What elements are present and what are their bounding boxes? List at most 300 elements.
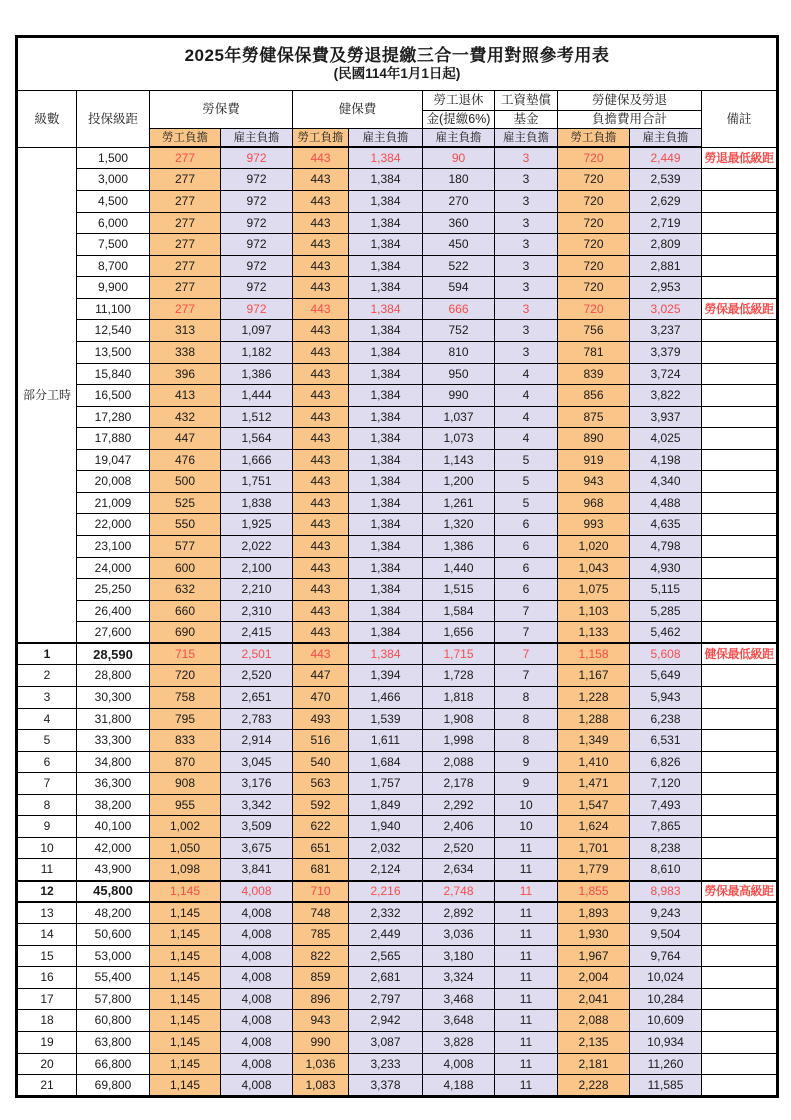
wage-fund-employer-cell: 3 [495, 212, 558, 234]
total-employer-cell: 2,953 [630, 277, 702, 299]
bracket-cell: 48,200 [77, 902, 150, 924]
pension-employer-cell: 522 [423, 255, 495, 277]
total-employee-cell: 919 [558, 449, 630, 471]
bracket-cell: 53,000 [77, 945, 150, 967]
health-fee-employer-cell: 1,384 [349, 169, 423, 191]
pension-employer-cell: 810 [423, 341, 495, 363]
labor-fee-employee-cell: 1,145 [150, 967, 221, 989]
bracket-cell: 57,800 [77, 988, 150, 1010]
note-cell [702, 255, 778, 277]
bracket-cell: 17,280 [77, 406, 150, 428]
level-cell: 9 [17, 816, 77, 838]
labor-fee-employee-cell: 632 [150, 579, 221, 601]
total-employer-cell: 4,930 [630, 557, 702, 579]
bracket-cell: 36,300 [77, 773, 150, 795]
pension-employer-cell: 1,037 [423, 406, 495, 428]
level-cell: 15 [17, 945, 77, 967]
pension-employer-cell: 2,892 [423, 902, 495, 924]
labor-fee-employer-cell: 4,008 [221, 924, 293, 946]
labor-fee-employer-cell: 972 [221, 212, 293, 234]
labor-fee-employee-cell: 1,098 [150, 859, 221, 881]
labor-fee-employee-cell: 690 [150, 622, 221, 644]
total-employer-cell: 5,943 [630, 686, 702, 708]
wage-fund-employer-cell: 7 [495, 622, 558, 644]
table-row [17, 816, 778, 838]
labor-fee-employer-cell: 4,008 [221, 881, 293, 903]
total-employer-cell: 9,243 [630, 902, 702, 924]
health-fee-employee-cell: 443 [293, 363, 349, 385]
level-cell: 5 [17, 730, 77, 752]
table-row [17, 945, 778, 967]
labor-fee-employer-cell: 972 [221, 234, 293, 256]
wage-fund-employer-cell: 3 [495, 234, 558, 256]
labor-fee-employer-cell: 2,022 [221, 536, 293, 558]
health-fee-employee-cell: 493 [293, 708, 349, 730]
health-fee-employee-cell: 443 [293, 169, 349, 191]
note-cell [702, 600, 778, 622]
health-fee-employer-cell: 1,384 [349, 147, 423, 169]
labor-fee-employer-cell: 972 [221, 191, 293, 213]
total-employer-cell: 7,865 [630, 816, 702, 838]
note-cell [702, 406, 778, 428]
level-cell: 18 [17, 1010, 77, 1032]
note-cell [702, 708, 778, 730]
header-wage-fund-line2: 基金 [495, 110, 558, 128]
pension-employer-cell: 1,584 [423, 600, 495, 622]
total-employer-cell: 5,462 [630, 622, 702, 644]
total-employee-cell: 1,133 [558, 622, 630, 644]
labor-fee-employee-cell: 1,145 [150, 881, 221, 903]
total-employee-cell: 720 [558, 277, 630, 299]
labor-fee-employee-cell: 955 [150, 794, 221, 816]
pension-employer-cell: 1,656 [423, 622, 495, 644]
total-employee-cell: 1,288 [558, 708, 630, 730]
labor-fee-employee-cell: 476 [150, 449, 221, 471]
total-employee-cell: 1,701 [558, 837, 630, 859]
total-employee-cell: 1,075 [558, 579, 630, 601]
wage-fund-employer-cell: 6 [495, 579, 558, 601]
pension-employer-cell: 1,998 [423, 730, 495, 752]
pension-employer-cell: 360 [423, 212, 495, 234]
pension-employer-cell: 4,008 [423, 1053, 495, 1075]
total-employer-cell: 5,285 [630, 600, 702, 622]
health-fee-employer-cell: 1,684 [349, 751, 423, 773]
bracket-cell: 28,590 [77, 643, 150, 665]
header-total-employer: 雇主負擔 [630, 129, 702, 147]
total-employee-cell: 2,088 [558, 1010, 630, 1032]
health-fee-employer-cell: 2,565 [349, 945, 423, 967]
wage-fund-employer-cell: 10 [495, 794, 558, 816]
total-employer-cell: 8,238 [630, 837, 702, 859]
note-cell [702, 449, 778, 471]
total-employee-cell: 1,471 [558, 773, 630, 795]
labor-fee-employer-cell: 1,097 [221, 320, 293, 342]
table-row [17, 363, 778, 385]
wage-fund-employer-cell: 11 [495, 967, 558, 989]
bracket-cell: 24,000 [77, 557, 150, 579]
total-employee-cell: 1,043 [558, 557, 630, 579]
health-fee-employee-cell: 896 [293, 988, 349, 1010]
pension-employer-cell: 594 [423, 277, 495, 299]
note-cell [702, 212, 778, 234]
pension-employer-cell: 2,292 [423, 794, 495, 816]
labor-fee-employer-cell: 4,008 [221, 1075, 293, 1097]
header-bracket: 投保級距 [77, 91, 150, 147]
labor-fee-employer-cell: 1,386 [221, 363, 293, 385]
labor-fee-employer-cell: 1,666 [221, 449, 293, 471]
health-fee-employee-cell: 443 [293, 492, 349, 514]
total-employee-cell: 993 [558, 514, 630, 536]
total-employee-cell: 720 [558, 191, 630, 213]
table-row [17, 730, 778, 752]
health-fee-employee-cell: 516 [293, 730, 349, 752]
note-cell [702, 492, 778, 514]
labor-fee-employer-cell: 972 [221, 255, 293, 277]
total-employee-cell: 1,967 [558, 945, 630, 967]
header-health-employee: 勞工負擔 [293, 129, 349, 147]
wage-fund-employer-cell: 6 [495, 557, 558, 579]
bracket-cell: 27,600 [77, 622, 150, 644]
labor-fee-employer-cell: 972 [221, 298, 293, 320]
total-employee-cell: 781 [558, 341, 630, 363]
table-row [17, 600, 778, 622]
note-cell [702, 320, 778, 342]
wage-fund-employer-cell: 5 [495, 449, 558, 471]
health-fee-employer-cell: 1,384 [349, 492, 423, 514]
health-fee-employee-cell: 443 [293, 320, 349, 342]
labor-fee-employee-cell: 432 [150, 406, 221, 428]
bracket-cell: 60,800 [77, 1010, 150, 1032]
labor-fee-employee-cell: 277 [150, 169, 221, 191]
bracket-cell: 19,047 [77, 449, 150, 471]
table-row [17, 191, 778, 213]
health-fee-employee-cell: 443 [293, 471, 349, 493]
labor-fee-employer-cell: 3,176 [221, 773, 293, 795]
health-fee-employer-cell: 1,849 [349, 794, 423, 816]
table-row [17, 751, 778, 773]
level-cell: 3 [17, 686, 77, 708]
wage-fund-employer-cell: 11 [495, 1031, 558, 1053]
health-fee-employer-cell: 1,757 [349, 773, 423, 795]
total-employee-cell: 2,041 [558, 988, 630, 1010]
total-employee-cell: 720 [558, 298, 630, 320]
table-row [17, 449, 778, 471]
wage-fund-employer-cell: 9 [495, 773, 558, 795]
total-employee-cell: 856 [558, 385, 630, 407]
table-row [17, 881, 778, 903]
health-fee-employer-cell: 1,384 [349, 320, 423, 342]
wage-fund-employer-cell: 7 [495, 665, 558, 687]
total-employee-cell: 890 [558, 428, 630, 450]
total-employer-cell: 9,764 [630, 945, 702, 967]
health-fee-employee-cell: 470 [293, 686, 349, 708]
health-fee-employer-cell: 1,384 [349, 212, 423, 234]
wage-fund-employer-cell: 3 [495, 277, 558, 299]
total-employer-cell: 8,983 [630, 881, 702, 903]
labor-fee-employee-cell: 577 [150, 536, 221, 558]
total-employer-cell: 6,826 [630, 751, 702, 773]
health-fee-employee-cell: 443 [293, 234, 349, 256]
total-employer-cell: 5,649 [630, 665, 702, 687]
total-employee-cell: 943 [558, 471, 630, 493]
note-cell: 勞退最低級距 [702, 147, 778, 169]
table-row [17, 298, 778, 320]
health-fee-employee-cell: 990 [293, 1031, 349, 1053]
level-cell: 21 [17, 1075, 77, 1097]
health-fee-employee-cell: 563 [293, 773, 349, 795]
bracket-cell: 55,400 [77, 967, 150, 989]
total-employer-cell: 4,025 [630, 428, 702, 450]
note-cell [702, 622, 778, 644]
health-fee-employee-cell: 540 [293, 751, 349, 773]
table-row [17, 967, 778, 989]
level-cell: 1 [17, 643, 77, 665]
table-row [17, 255, 778, 277]
level-cell: 16 [17, 967, 77, 989]
labor-fee-employee-cell: 720 [150, 665, 221, 687]
note-cell [702, 665, 778, 687]
total-employer-cell: 3,937 [630, 406, 702, 428]
header-labor-employee: 勞工負擔 [150, 129, 221, 147]
pension-employer-cell: 3,468 [423, 988, 495, 1010]
total-employer-cell: 10,609 [630, 1010, 702, 1032]
total-employer-cell: 6,238 [630, 708, 702, 730]
bracket-cell: 31,800 [77, 708, 150, 730]
bracket-cell: 26,400 [77, 600, 150, 622]
table-row [17, 686, 778, 708]
page-subtitle: (民國114年1月1日起) [333, 66, 461, 82]
pension-employer-cell: 1,386 [423, 536, 495, 558]
labor-fee-employer-cell: 1,925 [221, 514, 293, 536]
bracket-cell: 16,500 [77, 385, 150, 407]
total-employer-cell: 3,237 [630, 320, 702, 342]
health-fee-employer-cell: 1,940 [349, 816, 423, 838]
labor-fee-employee-cell: 396 [150, 363, 221, 385]
pension-employer-cell: 180 [423, 169, 495, 191]
wage-fund-employer-cell: 3 [495, 169, 558, 191]
wage-fund-employer-cell: 4 [495, 363, 558, 385]
health-fee-employer-cell: 2,449 [349, 924, 423, 946]
table-row [17, 428, 778, 450]
table-row [17, 773, 778, 795]
wage-fund-employer-cell: 3 [495, 320, 558, 342]
note-cell [702, 859, 778, 881]
total-employer-cell: 11,585 [630, 1075, 702, 1097]
health-fee-employer-cell: 1,611 [349, 730, 423, 752]
total-employer-cell: 4,198 [630, 449, 702, 471]
labor-fee-employer-cell: 1,444 [221, 385, 293, 407]
labor-fee-employer-cell: 2,651 [221, 686, 293, 708]
total-employer-cell: 2,809 [630, 234, 702, 256]
pension-employer-cell: 2,088 [423, 751, 495, 773]
level-cell: 10 [17, 837, 77, 859]
wage-fund-employer-cell: 9 [495, 751, 558, 773]
total-employee-cell: 2,228 [558, 1075, 630, 1097]
table-row [17, 902, 778, 924]
total-employer-cell: 10,024 [630, 967, 702, 989]
level-cell: 17 [17, 988, 77, 1010]
health-fee-employer-cell: 2,032 [349, 837, 423, 859]
health-fee-employee-cell: 443 [293, 449, 349, 471]
level-cell: 14 [17, 924, 77, 946]
note-cell [702, 557, 778, 579]
pension-employer-cell: 1,908 [423, 708, 495, 730]
labor-fee-employee-cell: 277 [150, 147, 221, 169]
pension-employer-cell: 1,261 [423, 492, 495, 514]
health-fee-employer-cell: 1,384 [349, 255, 423, 277]
labor-fee-employer-cell: 2,520 [221, 665, 293, 687]
total-employee-cell: 720 [558, 255, 630, 277]
table-row [17, 1075, 778, 1097]
labor-fee-employee-cell: 1,050 [150, 837, 221, 859]
health-fee-employee-cell: 443 [293, 406, 349, 428]
labor-fee-employer-cell: 2,100 [221, 557, 293, 579]
bracket-cell: 7,500 [77, 234, 150, 256]
note-cell: 健保最低級距 [702, 643, 778, 665]
labor-fee-employee-cell: 758 [150, 686, 221, 708]
wage-fund-employer-cell: 5 [495, 471, 558, 493]
total-employer-cell: 4,635 [630, 514, 702, 536]
labor-fee-employer-cell: 4,008 [221, 902, 293, 924]
table-row [17, 320, 778, 342]
table-row [17, 837, 778, 859]
table-row [17, 708, 778, 730]
labor-fee-employee-cell: 1,002 [150, 816, 221, 838]
pension-employer-cell: 3,036 [423, 924, 495, 946]
health-fee-employee-cell: 681 [293, 859, 349, 881]
note-cell [702, 385, 778, 407]
labor-fee-employer-cell: 4,008 [221, 988, 293, 1010]
wage-fund-employer-cell: 4 [495, 428, 558, 450]
total-employer-cell: 3,822 [630, 385, 702, 407]
table-row [17, 212, 778, 234]
note-cell [702, 967, 778, 989]
wage-fund-employer-cell: 6 [495, 536, 558, 558]
health-fee-employee-cell: 443 [293, 385, 349, 407]
labor-fee-employee-cell: 1,145 [150, 902, 221, 924]
table-row [17, 536, 778, 558]
health-fee-employer-cell: 2,332 [349, 902, 423, 924]
total-employer-cell: 4,340 [630, 471, 702, 493]
total-employer-cell: 3,379 [630, 341, 702, 363]
pension-employer-cell: 1,818 [423, 686, 495, 708]
pension-employer-cell: 1,715 [423, 643, 495, 665]
health-fee-employee-cell: 443 [293, 643, 349, 665]
pension-employer-cell: 450 [423, 234, 495, 256]
wage-fund-employer-cell: 7 [495, 643, 558, 665]
note-cell [702, 730, 778, 752]
table-row [17, 859, 778, 881]
bracket-cell: 69,800 [77, 1075, 150, 1097]
note-cell [702, 751, 778, 773]
total-employer-cell: 6,531 [630, 730, 702, 752]
total-employer-cell: 2,719 [630, 212, 702, 234]
total-employee-cell: 1,158 [558, 643, 630, 665]
header-level: 級數 [17, 91, 77, 147]
wage-fund-employer-cell: 3 [495, 191, 558, 213]
wage-fund-employer-cell: 3 [495, 255, 558, 277]
total-employer-cell: 10,284 [630, 988, 702, 1010]
wage-fund-employer-cell: 4 [495, 406, 558, 428]
health-fee-employer-cell: 2,797 [349, 988, 423, 1010]
bracket-cell: 11,100 [77, 298, 150, 320]
total-employee-cell: 1,020 [558, 536, 630, 558]
wage-fund-employer-cell: 10 [495, 816, 558, 838]
health-fee-employer-cell: 1,384 [349, 385, 423, 407]
labor-fee-employee-cell: 413 [150, 385, 221, 407]
header-health-employer: 雇主負擔 [349, 129, 423, 147]
health-fee-employee-cell: 622 [293, 816, 349, 838]
note-cell [702, 686, 778, 708]
total-employee-cell: 720 [558, 147, 630, 169]
pension-employer-cell: 4,188 [423, 1075, 495, 1097]
page-title: 2025年勞健保保費及勞退提繳三合一費用對照參考用表 [184, 46, 610, 66]
health-fee-employee-cell: 592 [293, 794, 349, 816]
level-cell: 6 [17, 751, 77, 773]
health-fee-employer-cell: 1,384 [349, 363, 423, 385]
level-cell: 13 [17, 902, 77, 924]
note-cell [702, 579, 778, 601]
pension-employer-cell: 1,728 [423, 665, 495, 687]
health-fee-employer-cell: 3,087 [349, 1031, 423, 1053]
table-row [17, 579, 778, 601]
labor-fee-employer-cell: 4,008 [221, 945, 293, 967]
note-cell [702, 1053, 778, 1075]
bracket-cell: 17,880 [77, 428, 150, 450]
bracket-cell: 66,800 [77, 1053, 150, 1075]
total-employer-cell: 3,724 [630, 363, 702, 385]
table-row [17, 514, 778, 536]
labor-fee-employee-cell: 277 [150, 255, 221, 277]
header-total-line2: 負擔費用合計 [558, 110, 702, 128]
health-fee-employer-cell: 3,378 [349, 1075, 423, 1097]
wage-fund-employer-cell: 3 [495, 298, 558, 320]
health-fee-employee-cell: 443 [293, 298, 349, 320]
table-row [17, 665, 778, 687]
health-fee-employer-cell: 1,384 [349, 471, 423, 493]
health-fee-employee-cell: 443 [293, 212, 349, 234]
labor-fee-employee-cell: 715 [150, 643, 221, 665]
labor-fee-employer-cell: 3,342 [221, 794, 293, 816]
pension-employer-cell: 990 [423, 385, 495, 407]
bracket-cell: 33,300 [77, 730, 150, 752]
wage-fund-employer-cell: 6 [495, 514, 558, 536]
wage-fund-employer-cell: 3 [495, 147, 558, 169]
labor-fee-employee-cell: 1,145 [150, 1075, 221, 1097]
total-employee-cell: 2,181 [558, 1053, 630, 1075]
health-fee-employer-cell: 1,539 [349, 708, 423, 730]
health-fee-employer-cell: 2,124 [349, 859, 423, 881]
health-fee-employee-cell: 443 [293, 147, 349, 169]
bracket-cell: 8,700 [77, 255, 150, 277]
health-fee-employee-cell: 943 [293, 1010, 349, 1032]
health-fee-employee-cell: 443 [293, 536, 349, 558]
level-cell: 4 [17, 708, 77, 730]
labor-fee-employer-cell: 2,415 [221, 622, 293, 644]
health-fee-employee-cell: 443 [293, 600, 349, 622]
bracket-cell: 23,100 [77, 536, 150, 558]
labor-fee-employee-cell: 500 [150, 471, 221, 493]
health-fee-employer-cell: 1,384 [349, 428, 423, 450]
header-total-employee: 勞工負擔 [558, 129, 630, 147]
note-cell [702, 514, 778, 536]
table-row [17, 988, 778, 1010]
labor-fee-employee-cell: 550 [150, 514, 221, 536]
labor-fee-employee-cell: 313 [150, 320, 221, 342]
labor-fee-employer-cell: 4,008 [221, 1031, 293, 1053]
total-employer-cell: 8,610 [630, 859, 702, 881]
pension-employer-cell: 1,073 [423, 428, 495, 450]
